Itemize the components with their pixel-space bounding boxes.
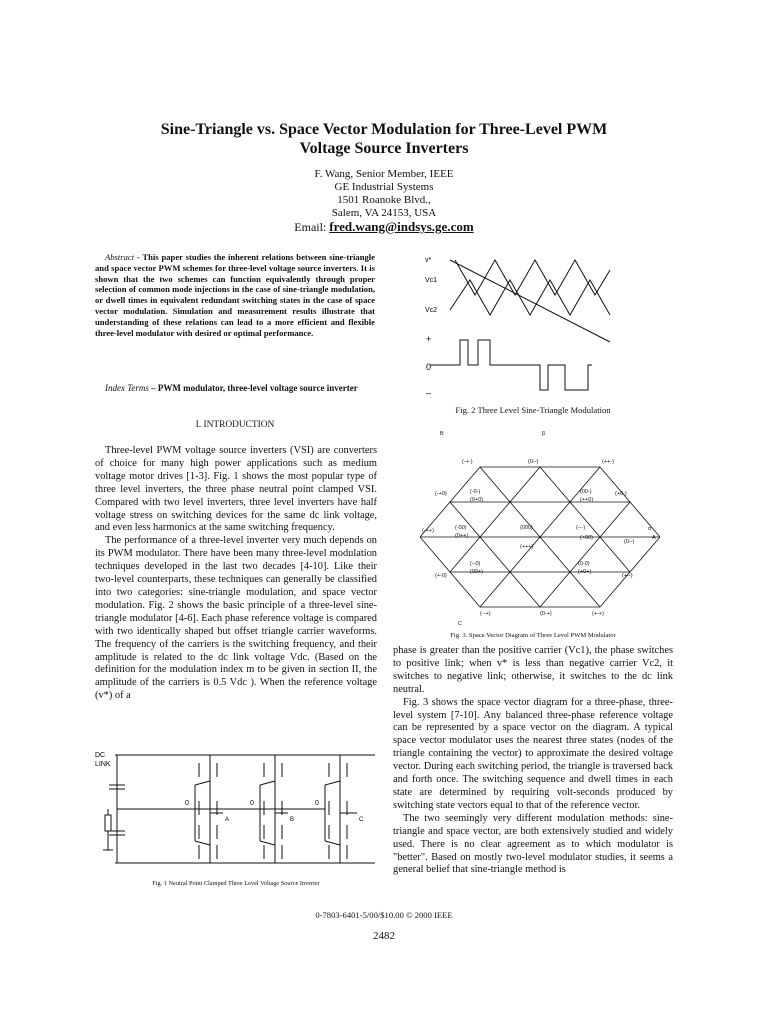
fig3-state-label: (+-0) xyxy=(435,573,447,579)
fig3-state-label: (-00) xyxy=(455,525,467,531)
abstract-label: Abstract xyxy=(105,252,135,262)
fig1-phase-b-label: B xyxy=(290,817,295,823)
right-paragraph-2: Fig. 3 shows the space vector diagram for a three-phase, three-level system [7-10]. Any balanced three-phase reference voltage can be represented by a space vector on the diagram. A typical space vector modulator uses the nearest three states (nodes of the triangle containing the vector) to approximate the desired voltage vector. During each switching period, the triangle is traversed back and forth once. The switching sequence and dwell times in each state are determined by requiring volt-seconds produced by switching state vectors equal to that of the reference vector. xyxy=(393,696,673,811)
email-link[interactable]: fred.wang@indsys.ge.com xyxy=(329,219,474,234)
fig3-state-label: (-+-) xyxy=(462,459,473,465)
right-column-body xyxy=(393,645,673,877)
fig3-state-label: (-0-) xyxy=(470,489,481,495)
fig1-zero-label-2: 0 xyxy=(250,800,254,807)
fig1-dc-label: DC xyxy=(95,752,106,759)
fig3-state-label: (00+) xyxy=(470,569,483,575)
fig3-state-label: (---) xyxy=(576,525,586,531)
fig3-state-label: (+--) xyxy=(622,573,633,579)
fig3-state-label: (0--) xyxy=(528,459,539,465)
fig1-zero-label-3: 0 xyxy=(315,800,319,807)
fig3-state-label: (+00) xyxy=(580,535,593,541)
fig3-beta-label: β xyxy=(542,431,546,437)
abstract xyxy=(95,252,375,338)
fig3-state-label: (+0+) xyxy=(578,569,592,575)
fig3-state-label: (00-) xyxy=(580,489,592,495)
fig2-vc1-label: Vc1 xyxy=(425,277,438,284)
fig3-state-label: (--+) xyxy=(480,611,491,617)
fig1-phase-a-label: A xyxy=(225,817,230,823)
fig3-state-label: (0++) xyxy=(455,533,469,539)
fig3-state-label: (+0-) xyxy=(615,491,627,497)
paper-title xyxy=(110,120,658,158)
fig1-phase-c-label: C xyxy=(359,817,364,823)
fig2-plus-label: + xyxy=(426,334,432,344)
fig3-space-vector-diagram xyxy=(420,425,660,630)
intro-body xyxy=(95,445,377,703)
affiliation: GE Industrial Systems xyxy=(334,181,434,193)
fig3-state-label: (0-0) xyxy=(578,561,590,567)
title-line-2: Voltage Source Inverters xyxy=(299,140,469,157)
fig2-caption: Fig. 2 Three Level Sine-Triangle Modulation xyxy=(455,405,611,415)
copyright-footer: 0-7803-6401-5/00/$10.00 © 2000 IEEE xyxy=(315,910,453,920)
fig3-axis-c-label: C xyxy=(458,621,462,627)
fig3-state-label: (-+0) xyxy=(435,491,447,497)
fig2-vc2-label: Vc2 xyxy=(425,307,438,314)
fig1-npc-inverter-diagram xyxy=(95,745,380,875)
index-terms xyxy=(95,383,375,394)
right-paragraph-1: phase is greater than the positive carrier (Vc1), the phase switches to positive link; when v* is less than negative carrier Vc2, it switches to negative link; otherwise, it switches to the dc link neutral. xyxy=(393,645,673,695)
fig3-state-label: (0+0) xyxy=(470,497,483,503)
fig3-state-label: (-++) xyxy=(422,528,434,534)
fig3-state-label: (000) xyxy=(520,525,533,531)
email-label: Email: xyxy=(294,220,327,234)
author-name: F. Wang, Senior Member, IEEE xyxy=(314,168,454,180)
section-heading: I. INTRODUCTION xyxy=(195,420,275,430)
fig1-caption: Fig. 1 Neutral Point Clamped Three Level Voltage Source Inverter xyxy=(152,880,320,887)
intro-paragraph-2: The performance of a three-level inverter very much depends on its PWM modulator. There have been many three-level modulation techniques developed in the last two decades [4-10]. Like their two-level counterparts, these techniques can generally be classified into two categories: sine-triangle modulation, and space vector modulation. Fig. 2 shows the basic principle of a three-level sine-triangle modulator [4-6]. Each phase reference voltage is compared with two identically shaped but offset triangle carrier waveforms. The frequency of the carriers is the switching frequency, and their amplitude is related to the dc link voltage Vdc. (Based on the definition for the modulation index m to be given in section II, the amplitude of the carriers is 0.5 Vdc ). When the reference voltage (v*) of a xyxy=(95,535,377,702)
fig3-axis-b-label: B xyxy=(440,431,444,437)
index-terms-label: Index Terms xyxy=(105,383,149,393)
index-terms-text: – PWM modulator, three-level voltage source inverter xyxy=(148,383,358,393)
fig3-state-label: (+-+) xyxy=(592,611,604,617)
fig3-caption: Fig. 3. Space Vector Diagram of Three Level PWM Modulator xyxy=(450,632,616,639)
address-line-2: Salem, VA 24153, USA xyxy=(331,207,437,219)
fig3-axis-a-label: A xyxy=(652,535,656,541)
fig3-alpha-label: α xyxy=(648,526,652,532)
fig3-state-label: (+++) xyxy=(520,544,534,550)
abstract-text: - This paper studies the inherent relations between sine-triangle and space vector PWM schemes for three-level voltage source inverters. It is shown that the two schemes can function equivalently through proper selection of common mode injections in the case of sine-triangle modulation, or dwell times in equivalent redundant switching states in the case of space vector modulation. Simulation and measurement results illustrate that understanding of these relations can lead to a more efficient and flexible three-level modulator with desired or optimal performance. xyxy=(95,252,375,338)
title-line-1: Sine-Triangle vs. Space Vector Modulation for Three-Level PWM xyxy=(160,121,608,138)
fig1-zero-label-1: 0 xyxy=(185,800,189,807)
page-number: 2482 xyxy=(373,930,395,942)
fig2-minus-label: – xyxy=(426,388,432,398)
email-line xyxy=(230,220,538,234)
fig1-link-label: LINK xyxy=(95,761,111,768)
fig2-zero-label: 0 xyxy=(426,362,432,372)
fig2-sine-triangle-diagram xyxy=(420,250,620,400)
fig3-state-label: (0-+) xyxy=(540,611,552,617)
fig3-state-label: (0--) xyxy=(624,539,635,545)
address-line-1: 1501 Roanoke Blvd., xyxy=(337,194,431,206)
author-block xyxy=(230,168,538,234)
fig3-state-label: (--0) xyxy=(470,561,481,567)
fig3-state-label: (++-) xyxy=(602,459,614,465)
fig3-state-label: (++0) xyxy=(580,497,594,503)
right-paragraph-3: The two seemingly very different modulation methods: sine-triangle and space vector, are both extensively studied and widely used. There is no clear agreement as to which modulator is "better". Based on mostly two-level modulator studies, it seems a general belief that sine-triangle method is xyxy=(393,812,673,876)
intro-paragraph-1: Three-level PWM voltage source inverters (VSI) are converters of choice for many high power applications such as medium voltage motor drives [1-3]. Fig. 1 shows the most popular type of three level inverters, the three phase neutral point clamped VSI. Compared with two level inverters, three level inverters have half voltage stress on switching devices for the same dc link voltage, and even less harmonics at the same switching frequency. xyxy=(95,445,377,534)
fig2-vstar-label: v* xyxy=(425,257,432,264)
